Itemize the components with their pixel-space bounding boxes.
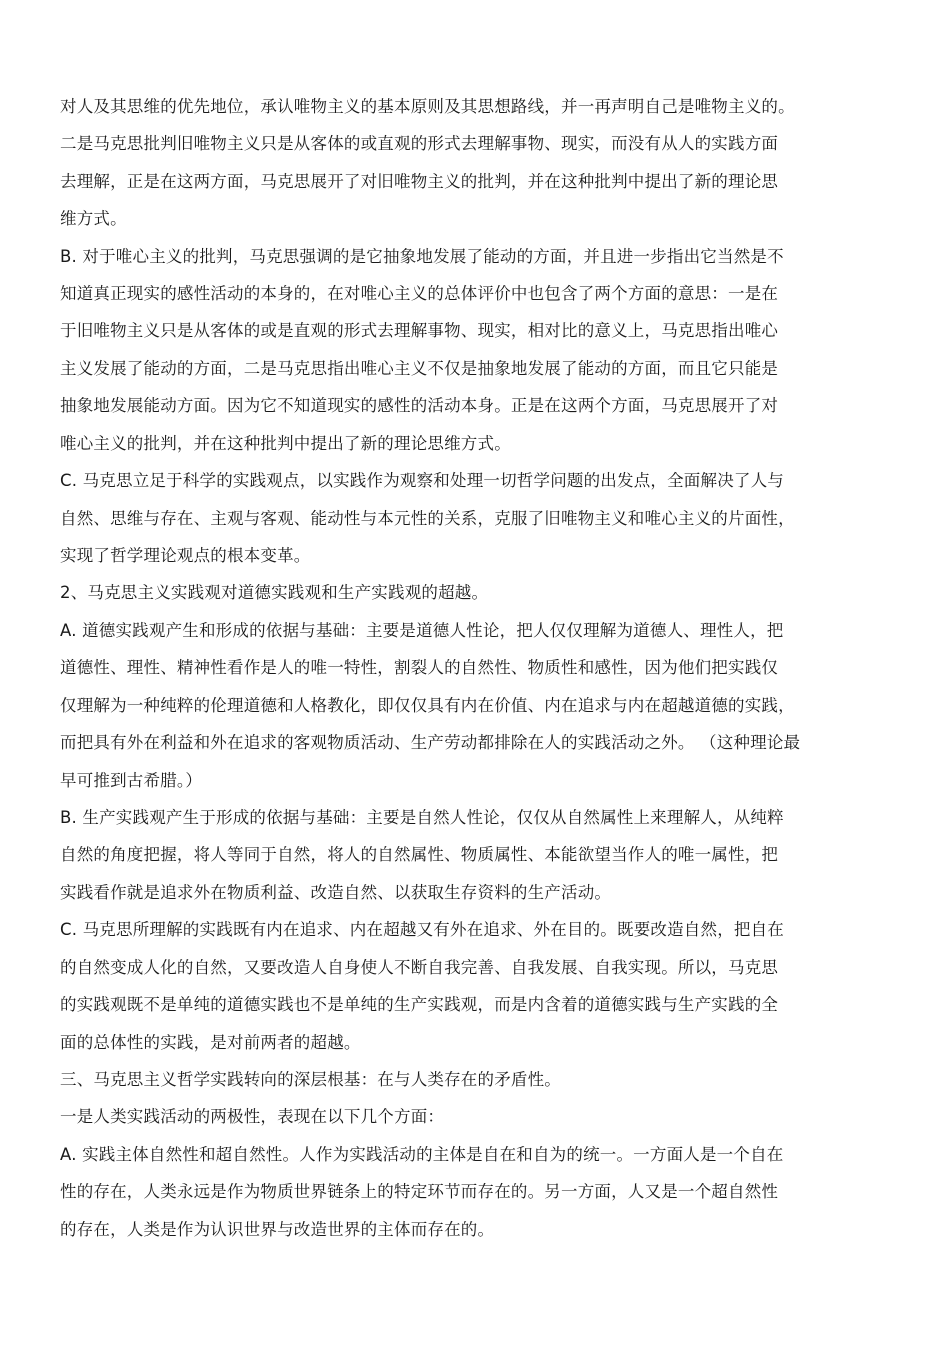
text-line: 实践看作就是追求外在物质利益、改造自然、以获取生存资料的生产活动。: [60, 883, 612, 902]
text-line: 实现了哲学理论观点的根本变革。: [60, 546, 311, 565]
text-line: 的实践观既不是单纯的道德实践也不是单纯的生产实践观，而是内含着的道德实践与生产实践的全: [60, 995, 779, 1014]
text-line: 的自然变成人化的自然，又要改造人自身使人不断自我完善、自我发展、自我实现。所以，马克思: [60, 958, 779, 977]
text-line: 的存在，人类是作为认识世界与改造世界的主体而存在的。: [60, 1220, 495, 1239]
text-line: 主义发展了能动的方面，二是马克思指出唯心主义不仅是抽象地发展了能动的方面，而且它只能是: [60, 359, 779, 378]
text-line: 对人及其思维的优先地位，承认唯物主义的基本原则及其思想路线，并一再声明自己是唯物主义的。: [60, 97, 795, 116]
text-line: 于旧唯物主义只是从客体的或是直观的形式去理解事物、现实，相对比的意义上，马克思指出唯心: [60, 321, 779, 340]
text-line: 早可推到古希腊。）: [60, 771, 203, 790]
text-line: 道德性、理性、精神性看作是人的唯一特性，割裂人的自然性、物质性和感性，因为他们把实践仅: [60, 658, 779, 677]
text-line: 去理解，正是在这两方面，马克思展开了对旧唯物主义的批判，并在这种批判中提出了新的理论思: [60, 172, 779, 191]
text-line: A. 实践主体自然性和超自然性。人作为实践活动的主体是自在和自为的统一。一方面人是一个自在: [60, 1145, 784, 1164]
text-line: 性的存在，人类永远是作为物质世界链条上的特定环节而存在的。另一方面，人又是一个超自然性: [60, 1182, 779, 1201]
text-line: 而把具有外在利益和外在追求的客观物质活动、生产劳动都排除在人的实践活动之外。 （这种理论最: [60, 733, 801, 752]
text-line: 自然的角度把握，将人等同于自然，将人的自然属性、物质属性、本能欲望当作人的唯一属性，把: [60, 845, 779, 864]
text-line: C. 马克思所理解的实践既有内在追求、内在超越又有外在追求、外在目的。既要改造自然，把自在: [60, 920, 785, 939]
text-line: 维方式。: [60, 209, 127, 228]
text-line: 一是人类实践活动的两极性，表现在以下几个方面：: [60, 1107, 445, 1126]
text-line: 三、马克思主义哲学实践转向的深层根基：在与人类存在的矛盾性。: [60, 1070, 561, 1089]
text-line: 二是马克思批判旧唯物主义只是从客体的或直观的形式去理解事物、现实，而没有从人的实践方面: [60, 134, 779, 153]
text-line: 仅理解为一种纯粹的伦理道德和人格教化，即仅仅具有内在价值、内在追求与内在超越道德的实践，: [60, 696, 795, 715]
text-line: 抽象地发展能动方面。因为它不知道现实的感性的活动本身。正是在这两个方面，马克思展开了对: [60, 396, 779, 415]
text-line: 知道真正现实的感性活动的本身的，在对唯心主义的总体评价中也包含了两个方面的意思：一是在: [60, 284, 779, 303]
text-line: 自然、思维与存在、主观与客观、能动性与本元性的关系，克服了旧唯物主义和唯心主义的片面性，: [60, 509, 795, 528]
text-line: 2、马克思主义实践观对道德实践观和生产实践观的超越。: [60, 583, 489, 602]
text-line: 唯心主义的批判，并在这种批判中提出了新的理论思维方式。: [60, 434, 511, 453]
text-line: B. 生产实践观产生于形成的依据与基础：主要是自然人性论，仅仅从自然属性上来理解人，从纯粹: [60, 808, 784, 827]
text-line: C. 马克思立足于科学的实践观点，以实践作为观察和处理一切哲学问题的出发点，全面解决了人与: [60, 471, 785, 490]
text-line: B. 对于唯心主义的批判，马克思强调的是它抽象地发展了能动的方面，并且进一步指出它当然是不: [60, 247, 784, 266]
text-line: A. 道德实践观产生和形成的依据与基础：主要是道德人性论，把人仅仅理解为道德人、理性人，把: [60, 621, 784, 640]
text-line: 面的总体性的实践，是对前两者的超越。: [60, 1033, 361, 1052]
